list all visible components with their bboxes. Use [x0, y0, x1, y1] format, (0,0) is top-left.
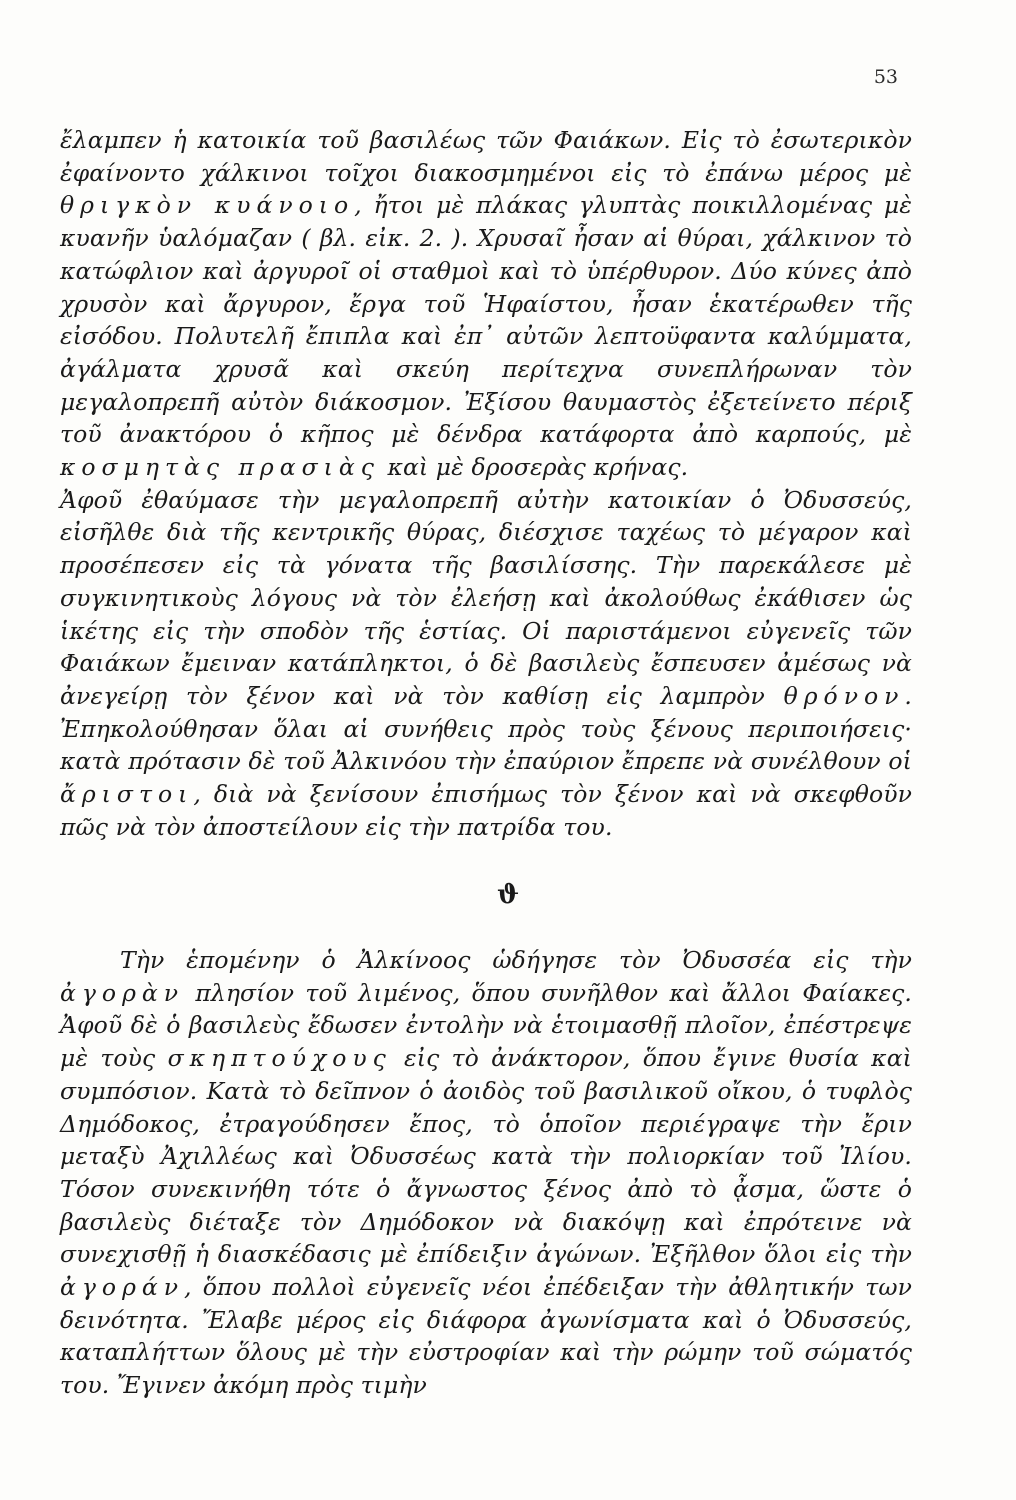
text-run: ἔλαμπεν ἡ κατοικία τοῦ βασιλέως τῶν Φαιάκων. Εἰς τὸ ἐσωτερικὸν ἐφαίνοντο χάλκινοι τοῖχοι διακοσμημένοι εἰς τὸ ἐπάνω μέρος μὲ [60, 126, 912, 187]
spaced-term: ἀγορὰν [60, 978, 185, 1007]
spaced-term: θρόνον [783, 681, 905, 710]
spaced-term: ἄριστοι [60, 780, 194, 809]
text-block-upper [60, 124, 912, 843]
text-run: Ἀφοῦ ἐθαύμασε τὴν μεγαλοπρεπῆ αὐτὴν κατοικίαν ὁ Ὀδυσσεύς, εἰσῆλθε διὰ τῆς κεντρικῆς θύρας, διέσχισε ταχέως τὸ μέγαρον καὶ προσέπεσεν εἰς τὰ γόνατα τῆς βασιλίσσης. Τὴν παρεκάλεσε μὲ συγκινητικοὺς λόγους νὰ τὸν ἐλεήσῃ καὶ ἀκολούθως ἐκάθισεν ὡς ἱκέτης εἰς τὴν σποδὸν τῆς ἑστίας. Οἱ παριστάμενοι εὐγενεῖς τῶν Φαιάκων ἔμειναν κατάπληκτοι, ὁ δὲ βασιλεὺς ἔσπευσεν ἀμέσως νὰ ἀνεγείρῃ τὸν ξένον καὶ νὰ τὸν καθίσῃ εἰς λαμπρὸν [60, 485, 912, 710]
section-mark: ϑ [496, 880, 520, 910]
text-run: , διὰ νὰ ξενίσουν ἐπισήμως τὸν ξένον καὶ νὰ σκεφθοῦν πῶς νὰ τὸν ἀποστείλουν εἰς τὴν πατρίδα του. [60, 780, 912, 841]
spaced-term: σκηπτούχους [167, 1044, 392, 1073]
spaced-term: θριγκὸν κυάνοιο [60, 191, 355, 220]
paragraph-agora-games [60, 944, 912, 1402]
text-run: πλησίον τοῦ λιμένος, ὅπου συνῆλθον καὶ ἄλλοι Φαίακες. Ἀφοῦ δὲ ὁ βασιλεὺς ἔδωσεν ἐντολὴν νὰ ἑτοιμασθῇ πλοῖον, ἐπέστρεψε μὲ τοὺς [60, 978, 912, 1073]
text-run: , ἤτοι μὲ πλάκας γλυπτὰς ποικιλλομένας μὲ κυανῆν ὑαλόμαζαν ( βλ. εἰκ. 2. ). Χρυσαῖ ἦσαν αἱ θύραι, χάλκινον τὸ κατώφλιον καὶ ἀργυροῖ οἱ σταθμοὶ καὶ τὸ ὑπέρθυρον. Δύο κύνες ἀπὸ χρυσὸν καὶ ἄργυρον, ἔργα τοῦ Ἡφαίστου, ἦσαν ἑκατέρωθεν τῆς εἰσόδου. Πολυτελῆ ἔπιπλα καὶ ἐπ᾽ αὐτῶν λεπτοϋφαντα καλύμματα, ἀγάλματα χρυσᾶ καὶ σκεύη περίτεχνα συνεπλήρωναν τὸν μεγαλοπρεπῆ αὐτὸν διάκοσμον. Ἐξίσου θαυμαστὸς ἐξετείνετο πέριξ τοῦ ἀνακτόρου ὁ κῆπος μὲ δένδρα κατάφορτα ἀπὸ καρπούς, μὲ [60, 191, 912, 449]
spaced-term: κοσμητὰς πρασιὰς [60, 453, 380, 482]
text-block-lower [60, 944, 912, 1402]
text-run: . Ἐπηκολούθησαν ὅλαι αἱ συνήθεις πρὸς τοὺς ξένους περιποιήσεις· κατὰ πρότασιν δὲ τοῦ Ἀλκινόου τὴν ἐπαύριον ἔπρεπε νὰ συνέλθουν οἱ [60, 681, 912, 776]
text-run: , ὅπου πολλοὶ εὐγενεῖς νέοι ἐπέδειξαν τὴν ἀθλητικήν των δεινότητα. Ἔλαβε μέρος εἰς διάφορα ἀγωνίσματα καὶ ὁ Ὀδυσσεύς, καταπλήττων ὅλους μὲ τὴν εὐστροφίαν καὶ τὴν ρώμην τοῦ σώματός του. Ἔγινεν ἀκόμη πρὸς τιμὴν [60, 1273, 912, 1400]
page-number: 53 [873, 66, 898, 88]
text-run: καὶ μὲ δροσερὰς κρήνας. [379, 453, 689, 482]
paragraph-odysseus-supplication [60, 484, 912, 844]
paragraph-palace-description [60, 124, 912, 484]
spaced-term: ἀγοράν [60, 1273, 185, 1302]
text-run: Τὴν ἑπομένην ὁ Ἀλκίνοος ὡδήγησε τὸν Ὀδυσσέα εἰς τὴν [120, 946, 912, 974]
text-run: εἰς τὸ ἀνάκτορον, ὅπου ἔγινε θυσία καὶ συμπόσιον. Κατὰ τὸ δεῖπνον ὁ ἀοιδὸς τοῦ βασιλικοῦ οἴκου, ὁ τυφλὸς Δημόδοκος, ἐτραγούδησεν ἔπος, τὸ ὁποῖον περιέγραψε τὴν ἔριν μεταξὺ Ἀχιλλέως καὶ Ὀδυσσέως κατὰ τὴν πολιορκίαν τοῦ Ἰλίου. Τόσον συνεκινήθη τότε ὁ ἄγνωστος ξένος ἀπὸ τὸ ᾆσμα, ὥστε ὁ βασιλεὺς διέταξε τὸν Δημόδοκον νὰ διακόψῃ καὶ ἐπρότεινε νὰ συνεχισθῇ ἡ διασκέδασις μὲ ἐπίδειξιν ἀγώνων. Ἐξῆλθον ὅλοι εἰς τὴν [60, 1044, 912, 1269]
